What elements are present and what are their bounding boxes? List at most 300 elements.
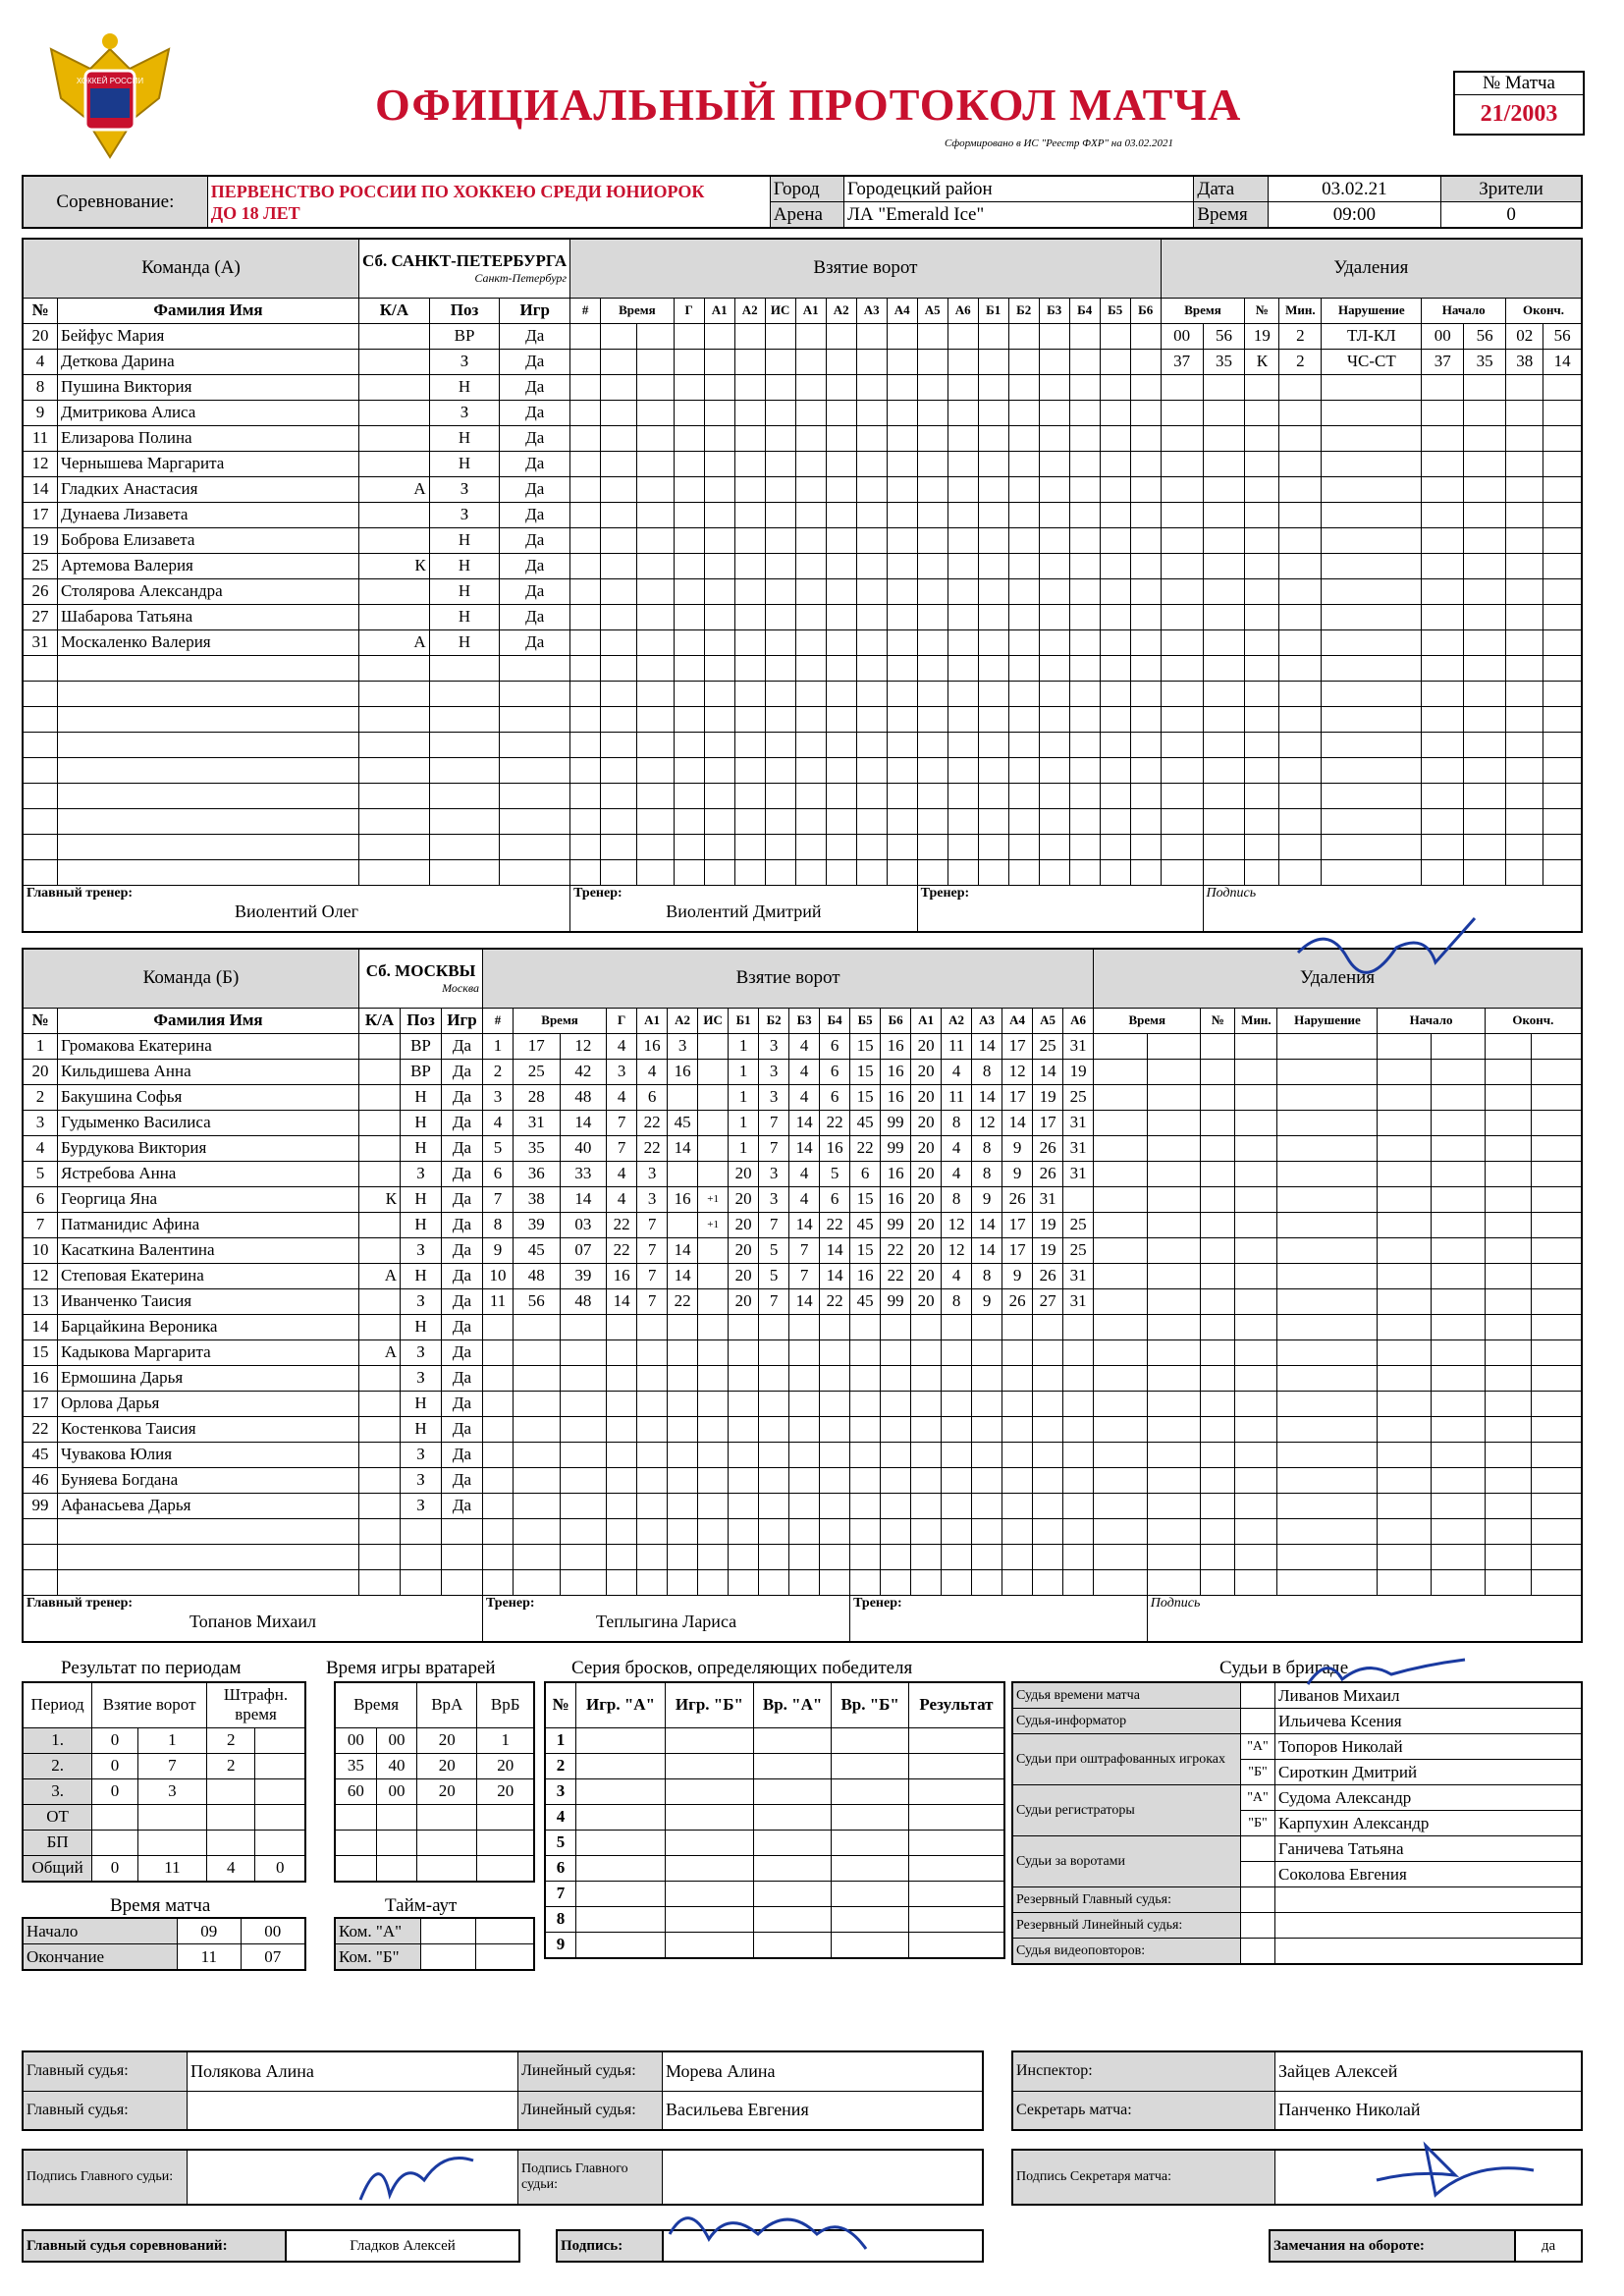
goal-cell [1100,604,1130,629]
player-name: Чувакова Юлия [58,1442,359,1467]
player-role [359,681,430,706]
goal-cell [947,400,978,425]
penalty-cell [1094,1416,1148,1442]
goal-cell: 40 [560,1135,607,1161]
team-a-row [23,808,1582,834]
player-role [359,425,430,451]
player-role: А [359,629,430,655]
team-a-row [23,757,1582,783]
goalie-b: 1 [477,1727,534,1753]
penalty-cell [1506,783,1543,808]
penalty-cell [1485,1059,1532,1084]
penalty-cell [1094,1212,1148,1237]
goal-cell [570,349,601,374]
goal-cell [972,1569,1002,1595]
penalty-cell [1532,1314,1582,1339]
goal-cell [1039,451,1069,476]
goal-cell [1039,349,1069,374]
goal-cell [1039,808,1069,834]
goal-cell [978,374,1008,400]
team-b-row [23,1467,1582,1493]
goal-cell: 20 [911,1161,942,1186]
goal-cell [850,1391,881,1416]
goal-cell [1039,732,1069,757]
brigade-row [1012,1913,1582,1939]
penalty-cell [1161,859,1203,885]
penalty-cell [1485,1288,1532,1314]
penalty-cell [1422,859,1464,885]
goal-cell [1100,553,1130,578]
goal-cell [560,1569,607,1595]
goal-cell: 8 [942,1186,972,1212]
city-label: Город [770,176,843,202]
goal-cell [729,1442,759,1467]
shootout-num: 6 [545,1855,576,1881]
goal-cell: 3 [637,1186,668,1212]
goal-cell: 17 [1002,1237,1033,1263]
goal-cell [734,834,765,859]
shootout-cell [908,1881,1004,1906]
inspector-name: Зайцев Алексей [1275,2051,1583,2091]
team-a-row [23,706,1582,732]
goal-cell [850,1339,881,1365]
penalty-cell [1201,1161,1235,1186]
goal-cell [881,1339,911,1365]
goal-cell [1063,1544,1094,1569]
player-name: Степовая Екатерина [58,1263,359,1288]
goal-cell [972,1391,1002,1416]
period-goals-a: 0 [92,1753,138,1778]
penalty-cell [1161,732,1203,757]
player-played: Да [442,1467,483,1493]
player-name: Боброва Елизавета [58,527,359,553]
penalty-cell [1543,451,1582,476]
goal-cell [1008,374,1039,400]
goal-cell [826,578,856,604]
penalty-cell [1422,757,1464,783]
penalty-cell [1322,451,1422,476]
penalty-cell [1322,527,1422,553]
head-coach-name: Топанов Михаил [189,1611,316,1631]
goal-cell [1100,374,1130,400]
goal-cell [1039,655,1069,681]
penalty-cell [1161,527,1203,553]
player-name [58,732,359,757]
goal-cell: 4 [942,1059,972,1084]
generated-note: Сформировано в ИС "Реестр ФХР" на 03.02.2021 [945,137,1174,149]
goal-cell [560,1544,607,1569]
goal-cell [734,374,765,400]
goal-cell [674,425,704,451]
goal-cell [887,451,917,476]
shootout-row [545,1855,1004,1881]
penalty-cell [1378,1391,1432,1416]
goal-cell: 31 [1063,1288,1094,1314]
shootout-num: 5 [545,1830,576,1855]
penalty-cell [1506,732,1543,757]
penalty-cell [1506,808,1543,834]
penalty-cell [1161,425,1203,451]
penalty-cell [1201,1544,1235,1569]
goal-cell [795,783,826,808]
penalty-cell [1464,374,1506,400]
goal-cell [1069,578,1100,604]
goal-cell [1069,451,1100,476]
goal-cell: 9 [1002,1161,1033,1186]
goal-cell [765,783,795,808]
shootout-cell [832,1881,908,1906]
player-position: З [401,1467,442,1493]
goal-cell [947,604,978,629]
goal-cell [637,732,674,757]
goal-cell [917,323,947,349]
goal-cell [1039,834,1069,859]
goal-cell [795,323,826,349]
player-position [401,1544,442,1569]
goal-cell [850,1569,881,1595]
goal-cell [601,783,637,808]
team-a-goal-col-3: А1 [704,298,734,323]
goal-cell: 15 [850,1237,881,1263]
team-a-pen-col-0: Время [1161,298,1245,323]
team-a-col-3: Поз [429,298,500,323]
penalty-cell: 56 [1543,323,1582,349]
goal-cell [856,834,887,859]
team-a-row [23,604,1582,629]
player-name: Иванченко Таисия [58,1288,359,1314]
player-position: Н [429,629,500,655]
penalty-cell [1506,476,1543,502]
goal-cell [826,349,856,374]
period-pen-b [255,1727,305,1753]
penalty-cell [1464,502,1506,527]
penalty-cell [1322,578,1422,604]
goal-cell [607,1391,637,1416]
penalty-cell [1432,1365,1486,1391]
goal-cell: 39 [560,1263,607,1288]
goal-cell [917,451,947,476]
goal-cell [698,1569,729,1595]
penalty-cell: 56 [1203,323,1245,349]
goal-cell [947,706,978,732]
penalty-cell [1485,1365,1532,1391]
goal-cell [607,1339,637,1365]
goal-cell: 16 [881,1084,911,1110]
goal-cell [850,1365,881,1391]
penalty-cell [1203,859,1245,885]
player-number: 17 [23,502,58,527]
goal-cell [947,859,978,885]
goal-cell [917,604,947,629]
penalty-cell [1432,1237,1486,1263]
arena-label: Арена [770,202,843,229]
goal-cell [601,757,637,783]
goalie-a: 20 [417,1727,477,1753]
goal-cell [917,706,947,732]
goal-cell [1008,400,1039,425]
player-position: Н [401,1391,442,1416]
goal-cell [729,1416,759,1442]
goal-cell [698,1135,729,1161]
penalty-cell [1094,1493,1148,1518]
penalty-cell [1464,604,1506,629]
goal-cell [826,706,856,732]
secretary-name: Панченко Николай [1275,2091,1583,2130]
goal-cell [759,1518,789,1544]
penalty-cell [1201,1442,1235,1467]
penalty-cell [1161,629,1203,655]
goal-cell [795,604,826,629]
penalty-cell [1532,1110,1582,1135]
player-position [401,1569,442,1595]
penalty-cell [1201,1084,1235,1110]
goal-cell [765,374,795,400]
goal-cell [601,859,637,885]
goal-cell [734,681,765,706]
penalty-cell [1378,1493,1432,1518]
goal-cell [887,757,917,783]
period-pen-a [207,1778,255,1804]
player-role [359,1518,401,1544]
penalty-cell [1203,527,1245,553]
goal-cell: 9 [1002,1135,1033,1161]
player-role [359,527,430,553]
goal-cell [850,1467,881,1493]
penalty-cell [1245,732,1279,757]
player-role [359,834,430,859]
player-played: Да [442,1084,483,1110]
goal-cell [607,1467,637,1493]
goal-cell: 4 [789,1186,820,1212]
goal-cell: 4 [789,1084,820,1110]
match-number-box [1453,71,1585,136]
goal-cell [881,1569,911,1595]
penalty-cell [1378,1339,1432,1365]
goal-cell [674,629,704,655]
penalty-cell [1422,655,1464,681]
main-ref-1: Полякова Алина [188,2051,518,2091]
penalty-cell [1279,655,1322,681]
goal-cell [1033,1467,1063,1493]
penalty-cell [1378,1365,1432,1391]
penalty-cell [1235,1442,1277,1467]
shootout-num: 2 [545,1753,576,1778]
goal-cell [826,502,856,527]
goal-cell [887,655,917,681]
penalty-cell [1235,1161,1277,1186]
penalty-cell [1532,1442,1582,1467]
goal-cell: 6 [850,1161,881,1186]
team-b-col-3: Поз [401,1008,442,1033]
goal-cell [826,757,856,783]
penalty-cell [1432,1212,1486,1237]
penalty-cell [1235,1365,1277,1391]
penalty-cell [1532,1288,1582,1314]
goal-cell [759,1493,789,1518]
goal-cell [947,655,978,681]
goal-cell [826,681,856,706]
goal-cell [734,783,765,808]
goal-cell [1130,859,1161,885]
player-role [359,1544,401,1569]
player-position [429,655,500,681]
player-number [23,1544,58,1569]
player-number: 1 [23,1033,58,1059]
team-b-row [23,1569,1582,1595]
penalty-cell [1464,757,1506,783]
penalty-cell [1464,527,1506,553]
goal-cell [674,527,704,553]
goal-cell [637,1365,668,1391]
player-played [500,655,570,681]
team-b-row [23,1237,1582,1263]
team-a-pen-col-3: Нарушение [1322,298,1422,323]
team-a-goal-col-13: Б2 [1008,298,1039,323]
penalty-cell [1203,681,1245,706]
penalty-cell [1506,527,1543,553]
goal-cell [856,476,887,502]
team-a-row [23,783,1582,808]
penalty-cell [1422,834,1464,859]
goal-cell: 8 [483,1212,514,1237]
team-b-row [23,1391,1582,1416]
period-goals-b: 11 [137,1855,206,1882]
penalty-cell [1432,1391,1486,1416]
coach-name: Теплыгина Лариса [595,1611,737,1631]
goal-cell: 16 [668,1059,698,1084]
brigade-name [1275,1913,1583,1939]
goal-cell [947,374,978,400]
goalie-sec: 40 [376,1753,416,1778]
goal-cell [789,1518,820,1544]
goal-cell [1100,400,1130,425]
goal-cell [1002,1544,1033,1569]
shootout-cell [753,1932,832,1958]
goal-cell: 22 [637,1110,668,1135]
goal-cell: 1 [483,1033,514,1059]
penalty-cell [1378,1033,1432,1059]
brigade-name [1275,1887,1583,1913]
goal-cell [850,1416,881,1442]
goal-cell [1069,323,1100,349]
goal-cell [1100,783,1130,808]
player-name: Елизарова Полина [58,425,359,451]
goal-cell: 4 [789,1033,820,1059]
goal-cell [607,1493,637,1518]
team-b-signature [1147,1595,1582,1642]
goal-cell: 20 [911,1059,942,1084]
goal-cell [820,1442,850,1467]
goal-cell [570,757,601,783]
goal-cell [942,1314,972,1339]
penalty-cell [1277,1212,1378,1237]
goal-cell: 1 [729,1033,759,1059]
match-end-label: Окончание [23,1944,178,1971]
team-a-name [359,239,570,298]
team-b-goal-col-5: ИС [698,1008,729,1033]
penalty-cell [1277,1339,1378,1365]
goal-cell: 25 [1063,1212,1094,1237]
shootout-cell [832,1855,908,1881]
penalty-cell [1322,553,1422,578]
team-a-coach-2 [917,885,1203,932]
penalty-cell [1422,629,1464,655]
goal-cell [972,1544,1002,1569]
penalty-cell [1422,502,1464,527]
penalty-cell [1378,1263,1432,1288]
penalty-cell [1235,1339,1277,1365]
goal-cell [1100,629,1130,655]
penalty-cell [1094,1365,1148,1391]
penalty-cell [1201,1493,1235,1518]
penalty-cell [1235,1084,1277,1110]
penalty-cell [1161,502,1203,527]
penalty-cell [1543,578,1582,604]
goal-cell [1039,681,1069,706]
team-a-goal-col-2: Г [674,298,704,323]
penalty-cell [1203,400,1245,425]
goal-cell [820,1339,850,1365]
penalty-cell: 2 [1279,349,1322,374]
goal-cell [1100,859,1130,885]
goal-cell [765,757,795,783]
goal-cell [698,1339,729,1365]
penalty-cell [1279,859,1322,885]
goal-cell [637,1391,668,1416]
penalty-cell [1432,1314,1486,1339]
player-role [359,1135,401,1161]
penalty-cell [1464,834,1506,859]
goal-cell [1033,1314,1063,1339]
goal-cell [674,451,704,476]
linesman-label-2: Линейный судья: [518,2091,663,2130]
goal-cell [637,1518,668,1544]
player-number: 12 [23,1263,58,1288]
goal-cell: 31 [1063,1263,1094,1288]
goal-cell: 31 [1033,1186,1063,1212]
goal-cell: 45 [850,1212,881,1237]
player-played: Да [500,604,570,629]
penalty-cell [1279,783,1322,808]
goal-cell [1069,527,1100,553]
goal-cell [668,1569,698,1595]
linesman-2: Васильева Евгения [663,2091,984,2130]
shootout-cell [832,1932,908,1958]
penalty-cell [1378,1314,1432,1339]
penalty-cell [1506,757,1543,783]
goal-cell [637,323,674,349]
goal-cell [881,1544,911,1569]
penalty-cell [1279,706,1322,732]
goal-cell: 99 [881,1110,911,1135]
head-coach-name: Виолентий Олег [235,901,359,921]
penalty-cell [1432,1493,1486,1518]
goal-cell [698,1263,729,1288]
goal-cell [698,1442,729,1467]
player-played [500,859,570,885]
team-a-label: Команда (А) [23,239,359,298]
penalty-cell: 02 [1506,323,1543,349]
player-played: Да [442,1365,483,1391]
city-value: Городецкий район [844,176,1194,202]
goal-cell [942,1569,972,1595]
goal-cell: 20 [911,1263,942,1288]
period-label: Общий [23,1855,92,1882]
goal-cell [514,1339,561,1365]
brigade-side [1241,1887,1275,1913]
goal-cell [978,629,1008,655]
penalty-cell [1094,1467,1148,1493]
